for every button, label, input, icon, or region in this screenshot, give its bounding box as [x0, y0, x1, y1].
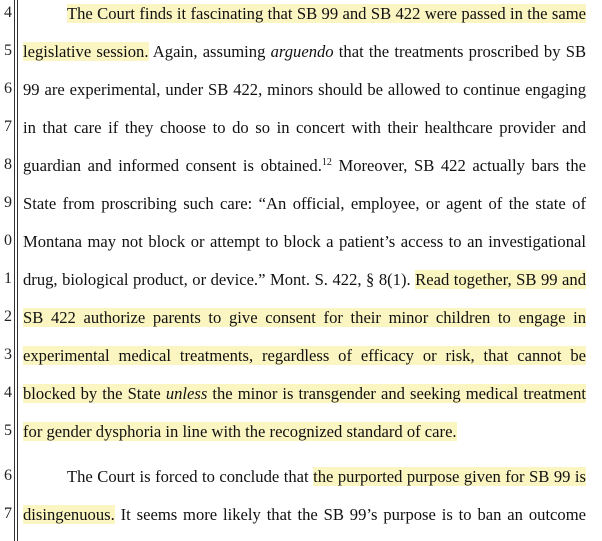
line-text[interactable]: [23, 41, 586, 63]
line-number: 6: [4, 80, 12, 97]
line-text[interactable]: [23, 383, 586, 405]
line-text[interactable]: [23, 345, 586, 367]
line-number: 8: [4, 156, 12, 173]
document-line: [0, 190, 602, 220]
line-number: 4: [4, 384, 12, 401]
document-line: [0, 501, 602, 531]
line-number: 1: [4, 270, 12, 287]
text-run: The Court is forced to conclude that: [67, 467, 314, 486]
italic-text: unless: [165, 384, 208, 403]
document-line: [0, 228, 602, 258]
document-line: [0, 0, 602, 30]
document-line: [0, 380, 602, 410]
text-run: guardian and informed consent is obtained.: [23, 156, 322, 175]
footnote-ref[interactable]: 12: [321, 157, 332, 168]
line-text[interactable]: in that care if they choose to do so in concert with their healthcare provider and: [23, 118, 586, 137]
document-line: [0, 38, 602, 68]
line-number: 5: [4, 42, 12, 59]
highlighted-text: Read together, SB 99 and: [415, 270, 587, 289]
italic-text: arguendo: [270, 42, 334, 61]
highlighted-text: The Court finds it fascinating that SB 99 and SB 422 were passed in the same: [67, 4, 586, 23]
document-line: [0, 266, 602, 296]
line-number: 9: [4, 194, 12, 211]
line-text[interactable]: [23, 504, 586, 526]
highlighted-text: legislative session.: [23, 42, 149, 61]
line-text[interactable]: [23, 307, 586, 329]
line-text[interactable]: [23, 421, 586, 443]
document-line: [0, 114, 602, 144]
highlighted-text: disingenuous.: [23, 505, 115, 524]
line-number: 7: [4, 118, 12, 135]
line-number: 4: [4, 4, 12, 21]
line-text[interactable]: [67, 3, 586, 25]
line-text[interactable]: State from proscribing such care: “An official, employee, or agent of the state of: [23, 194, 586, 213]
text-run: Again, assuming: [148, 42, 271, 61]
line-number: 7: [4, 505, 12, 522]
highlighted-text: for gender dysphoria in line with the recognized standard of care.: [23, 422, 457, 441]
line-number: 6: [4, 467, 12, 484]
line-number: 5: [4, 422, 12, 439]
line-number: 0: [4, 232, 12, 249]
document-line: [0, 152, 602, 182]
highlighted-text: experimental medical treatments, regardless of efficacy or risk, that cannot be: [23, 346, 586, 365]
document-line: [0, 304, 602, 334]
text-run: that the treatments proscribed by SB: [333, 42, 587, 61]
text-run: drug, biological product, or device.” Mont. S. 422, § 8(1).: [23, 270, 416, 289]
line-text[interactable]: [67, 466, 586, 488]
highlighted-text: the purported purpose given for SB 99 is: [313, 467, 586, 486]
text-run: Moreover, SB 422 actually bars the: [331, 156, 586, 175]
highlighted-text: SB 422 authorize parents to give consent for their minor children to engage in: [23, 308, 586, 327]
document-line: [0, 463, 602, 493]
highlighted-text: [23, 384, 586, 403]
text-run: blocked by the State: [23, 384, 166, 403]
line-number: 2: [4, 308, 12, 325]
text-run: It seems more likely that the SB 99’s purpose is to ban an outcome: [114, 505, 586, 524]
line-text[interactable]: 99 are experimental, under SB 422, minors should be allowed to continue engaging: [23, 80, 586, 99]
line-text[interactable]: [23, 269, 586, 291]
document-line: [0, 76, 602, 106]
document-line: [0, 342, 602, 372]
line-text[interactable]: [23, 155, 586, 177]
line-number: 3: [4, 346, 12, 363]
line-text[interactable]: Montana may not block or attempt to block a patient’s access to an investigational: [23, 232, 586, 251]
document-line: [0, 418, 602, 448]
text-run: the minor is transgender and seeking medical treatment: [207, 384, 587, 403]
